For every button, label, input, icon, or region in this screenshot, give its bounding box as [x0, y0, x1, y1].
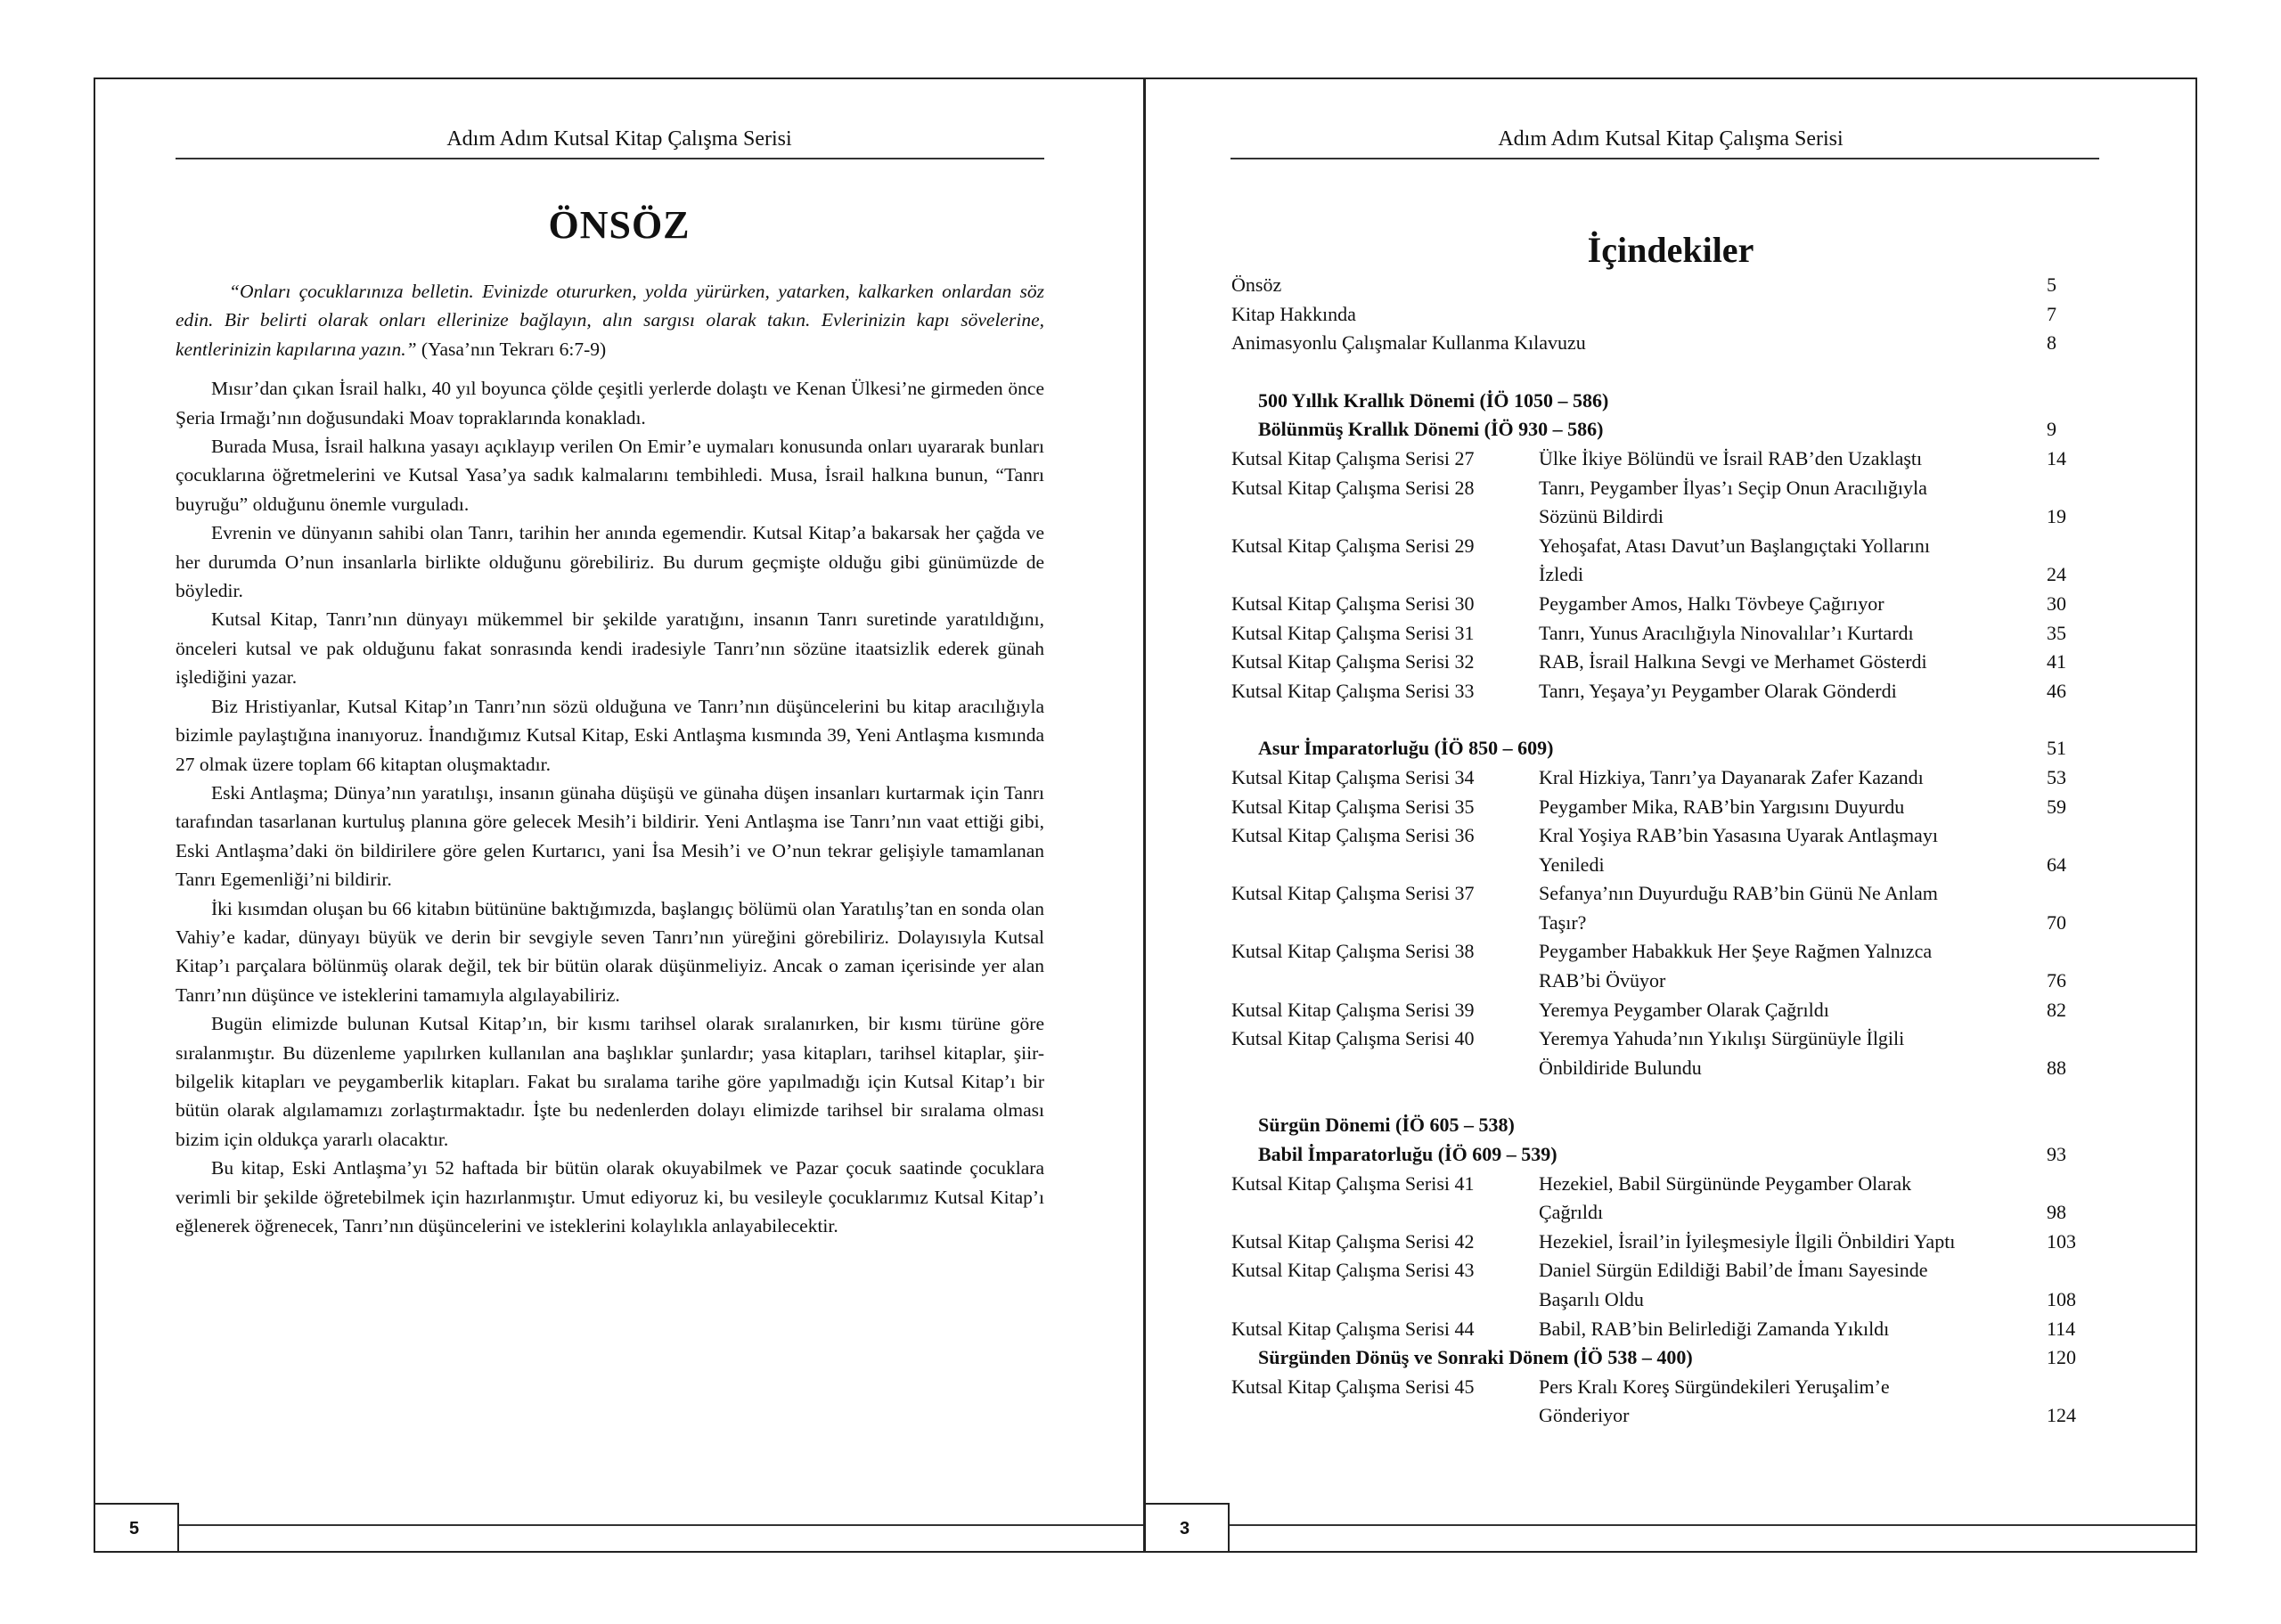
preface-paragraph: Kutsal Kitap, Tanrı’nın dünyayı mükemmel bir şekilde yaratığını, insanın Tanrı suretinde yaratıldığını, önceleri kutsal ve pak olduğunu fakat sonrasında kendi iradesiyle Tanrı’nın sözüne itaatsizlik ederek günah işlediğini yazar.	[176, 608, 1044, 689]
toc-page-number: 108	[2047, 1288, 2076, 1310]
toc-entry-title-line: Pers Kralı Koreş Sürgündekileri Yeruşalim’e	[1539, 1375, 1890, 1398]
toc-entry-title	[1539, 474, 2047, 532]
toc-page-number: 82	[2047, 998, 2066, 1021]
toc-entry-title	[1539, 1256, 2047, 1314]
table-of-contents	[1231, 271, 2100, 1431]
toc-entry-title-line: Daniel Sürgün Edildiği Babil’de İmanı Sayesinde	[1539, 1259, 1928, 1282]
toc-entry-title	[1539, 532, 2047, 590]
toc-entry-title	[1539, 1024, 2047, 1082]
toc-series-label: Kutsal Kitap Çalışma Serisi 39	[1231, 998, 1475, 1021]
toc-entry	[1231, 300, 2100, 330]
toc-entry-title-line: Çağrıldı	[1539, 1201, 1604, 1224]
toc-entry	[1231, 1373, 2100, 1431]
toc-section-heading	[1231, 1111, 2100, 1140]
toc-entry-title-line: İzledi	[1539, 563, 1584, 586]
toc-page-number: 59	[2047, 795, 2066, 818]
toc-entry	[1231, 1256, 2100, 1314]
toc-entry	[1231, 1024, 2100, 1082]
toc-page-number	[2047, 1111, 2100, 1140]
header-rule	[176, 158, 1044, 159]
toc-entry	[1231, 648, 2100, 677]
toc-entry-title	[1539, 677, 2047, 706]
toc-entry	[1231, 996, 2100, 1025]
toc-series-label: Kutsal Kitap Çalışma Serisi 45	[1231, 1375, 1475, 1398]
toc-series-label: Kutsal Kitap Çalışma Serisi 27	[1231, 446, 1475, 469]
toc-entry-title-line: Ülke İkiye Bölündü ve İsrail RAB’den Uzaklaştı	[1539, 446, 1923, 469]
page-title: ÖNSÖZ	[548, 203, 691, 247]
toc-entry-title	[1539, 590, 2047, 619]
preface-paragraph: Bu kitap, Eski Antlaşma’yı 52 haftada bir bütün olarak okuyabilmek ve Pazar çocuk saatinde çocuklara verimli bir şekilde öğretebilmek için hazırlanmıştır. Umut ediyoruz ki, bu vesileyle çocuklarımız Kutsal Kitap’ı eğlenerek öğrenecek, Tanrı’nın düşüncelerini ve isteklerini kolaylıkla anlayabilecektir.	[176, 1157, 1044, 1236]
toc-section-title: 500 Yıllık Krallık Dönemi (İÖ 1050 – 586)	[1258, 388, 1609, 412]
toc-page-number: 98	[2047, 1201, 2066, 1224]
toc-page-number: 124	[2047, 1404, 2076, 1427]
toc-entry-title-line: Önbildiride Bulundu	[1539, 1056, 1702, 1079]
toc-section-heading	[1231, 415, 2100, 445]
toc-entry-title-line: Taşır?	[1539, 910, 1587, 934]
toc-entry	[1231, 329, 2100, 358]
preface-paragraph: Biz Hristiyanlar, Kutsal Kitap’ın Tanrı’nın sözü olduğuna ve Tanrı’nın düşüncelerini bu kitap aracılığıyla bizimle paylaştığına inanıyoruz. İnandığımız Kutsal Kitap, Eski Antlaşma kısmında 39, Yeni Antlaşma kısmında 27 olmak üzere toplam 66 kitaptan oluşmaktadır.	[176, 695, 1044, 775]
toc-entry-title	[1539, 821, 2047, 879]
toc-entry	[1231, 879, 2100, 937]
header-rule	[1230, 158, 2099, 159]
toc-entry-title-line: Yeniledi	[1539, 853, 1605, 876]
toc-section-heading	[1231, 1140, 2100, 1170]
page-number: 5	[94, 1503, 179, 1553]
toc-series-label: Kutsal Kitap Çalışma Serisi 31	[1231, 621, 1475, 644]
preface-paragraph: Eski Antlaşma; Dünya’nın yaratılışı, insanın günaha düşüşü ve günaha düşen insanları kurtarmak için Tanrı tarafından tasarlanan kurtuluş planına göre gelecek Mesih’i bildirir. Yeni Antlaşma ise Tanrı’nın vaat ettiği gibi, Eski Antlaşma’daki ön bildirilere göre gelen Kurtarıcı, yani İsa Mesih’i ve O’nun tekrar gelişiyle tamamlanan Tanrı Egemenliği’ni bildirir.	[176, 781, 1044, 891]
toc-entry-title-line: Kral Yoşiya RAB’bin Yasasına Uyarak Antlaşmayı	[1539, 824, 1938, 847]
toc-page-number: 93	[2047, 1143, 2066, 1166]
toc-entry-title	[1539, 1373, 2047, 1431]
toc-section-heading	[1231, 387, 2100, 416]
toc-page-number: 46	[2047, 679, 2066, 702]
toc-entry-title	[1539, 1315, 2047, 1344]
toc-entry-title-line: Yeremya Yahuda’nın Yıkılışı Sürgünüyle İlgili	[1539, 1027, 1905, 1050]
toc-series-label: Kutsal Kitap Çalışma Serisi 29	[1231, 534, 1475, 557]
toc-entry-title-line: Hezekiel, İsrail’in İyileşmesiyle İlgili Önbildiri Yaptı	[1539, 1229, 1956, 1253]
toc-entry-title	[1539, 763, 2047, 793]
toc-page-number: 14	[2047, 446, 2066, 469]
toc-page-number: 64	[2047, 853, 2066, 876]
toc-entry-title	[1539, 445, 2047, 474]
preface-paragraph: Evrenin ve dünyanın sahibi olan Tanrı, tarihin her anında egemendir. Kutsal Kitap’a bakarsak her çağda ve her durumda O’nun insanlarla birlikte olduğunu görebiliriz. Bu durum geçmişte olduğu gibi günümüzde de böyledir.	[176, 522, 1044, 602]
epigraph-quote: “Onları çocuklarınıza belletin. Evinizde otururken, yolda yürürken, yatarken, kalkarken onlardan söz edin. Bir belirti olarak onları ellerinize bağlayın, alın sargısı olarak takın. Evlerinizin kapı sövelerine, kentlerinizin kapılarına yazın.”	[176, 281, 1044, 360]
toc-entry-title-line: Gönderiyor	[1539, 1404, 1630, 1427]
toc-series-label: Kutsal Kitap Çalışma Serisi 41	[1231, 1171, 1475, 1195]
toc-series-label: Kutsal Kitap Çalışma Serisi 30	[1231, 592, 1475, 615]
preface-paragraph: İki kısımdan oluşan bu 66 kitabın bütününe baktığımızda, başlangıç bölümü olan Yaratılış’tan en sonda olan Vahiy’e kadar, dünyayı büyük ve derin bir sevgiyle seven Tanrı’nın yüreğini görebiliriz. Dolayısıyla Kutsal Kitap’ı parçalara bölünmüş olarak değil, tek bir bütün olarak düşünmeliyiz. Ancak o zaman içerisinde yer alan Tanrı’nın düşünce ve isteklerini tamamıyla algılayabiliriz.	[176, 897, 1044, 1006]
toc-entry	[1231, 677, 2100, 706]
page-title: İçindekiler	[1587, 230, 1754, 270]
toc-page-number: 114	[2047, 1317, 2076, 1340]
preface-paragraph: Burada Musa, İsrail halkına yasayı açıklayıp verilen On Emir’e uymaları konusunda onları uyararak bunları çocuklarına öğretmelerini ve Kutsal Yasa’ya sadık kalmalarını tembihledi. Musa, İsrail halkına bunun, “Tanrı buyruğu” olduğunu önemle vurguladı.	[176, 436, 1044, 515]
preface-paragraph: Bugün elimizde bulunan Kutsal Kitap’ın, bir kısmı tarihsel olarak sıralanırken, bir kısmı türüne göre sıralanmıştır. Bu düzenleme yapılırken kullanılan ana başlıklar şunlardır; yasa kitapları, tarihsel kitaplar, şiir-bilgelik kitapları ve peygamberlik kitapları. Fakat bu sıralama tarihe göre yapılmadığı için Kutsal Kitap’ı bir bütün olarak algılamamızı zorlaştırmaktadır. İşte bu nedenlerden dolayı elimizde tarihsel bir sıralama olması bizim için oldukça yararlı olacaktır.	[176, 1013, 1044, 1150]
toc-entry	[1231, 619, 2100, 649]
toc-entry-title	[1539, 619, 2047, 649]
toc-page-number: 8	[2047, 331, 2056, 355]
toc-section-heading	[1231, 734, 2100, 763]
toc-entry	[1231, 763, 2100, 793]
toc-series-label: Kutsal Kitap Çalışma Serisi 42	[1231, 1229, 1475, 1253]
toc-entry	[1231, 1228, 2100, 1257]
toc-page-number: 19	[2047, 505, 2066, 528]
toc-series-label: Kutsal Kitap Çalışma Serisi 36	[1231, 824, 1475, 847]
toc-series-label: Kutsal Kitap Çalışma Serisi 33	[1231, 679, 1475, 702]
toc-entry	[1231, 445, 2100, 474]
toc-entry-title-line: Yeremya Peygamber Olarak Çağrıldı	[1539, 998, 1829, 1021]
toc-entry-title-line: Hezekiel, Babil Sürgününde Peygamber Olarak	[1539, 1171, 1912, 1195]
toc-page-number: 7	[2047, 302, 2056, 325]
toc-entry	[1231, 474, 2100, 532]
toc-entry-title-line: Peygamber Amos, Halkı Tövbeye Çağırıyor	[1539, 592, 1884, 615]
toc-entry-title-line: RAB, İsrail Halkına Sevgi ve Merhamet Gösterdi	[1539, 650, 1927, 673]
toc-entry-title-line: Peygamber Mika, RAB’bin Yargısını Duyurdu	[1539, 795, 1905, 818]
toc-entry-title-line: Yehoşafat, Atası Davut’un Başlangıçtaki Yollarını	[1539, 534, 1930, 557]
toc-page-number: 103	[2047, 1229, 2076, 1253]
toc-entry-title-line: Tanrı, Peygamber İlyas’ı Seçip Onun Aracılığıyla	[1539, 476, 1927, 499]
toc-section-title: Sürgünden Dönüş ve Sonraki Dönem (İÖ 538 – 400)	[1258, 1346, 1693, 1369]
toc-entry-title-line: Başarılı Oldu	[1539, 1288, 1644, 1310]
toc-entry-title	[1539, 937, 2047, 995]
toc-series-label: Kutsal Kitap Çalışma Serisi 28	[1231, 476, 1475, 499]
toc-entry-title	[1539, 648, 2047, 677]
toc-entry-title-line: Sözünü Bildirdi	[1539, 505, 1664, 528]
toc-page-number: 120	[2047, 1346, 2076, 1369]
toc-page-number: 76	[2047, 969, 2066, 992]
toc-series-label: Kutsal Kitap Çalışma Serisi 44	[1231, 1317, 1475, 1340]
toc-page-number: 5	[2047, 273, 2056, 296]
epigraph-reference: (Yasa’nın Tekrarı 6:7-9)	[416, 338, 607, 360]
toc-gap	[1231, 1082, 2100, 1111]
epigraph	[176, 277, 1044, 363]
toc-section-title: Sürgün Dönemi (İÖ 605 – 538)	[1258, 1114, 1515, 1137]
toc-page-number: 35	[2047, 621, 2066, 644]
toc-entry-title: Önsöz	[1231, 273, 1282, 296]
toc-section-heading	[1231, 1343, 2100, 1373]
toc-entry-title-line: Kral Hizkiya, Tanrı’ya Dayanarak Zafer Kazandı	[1539, 765, 1924, 788]
toc-entry	[1231, 937, 2100, 995]
toc-entry-title	[1539, 793, 2047, 822]
toc-entry-title-line: Tanrı, Yunus Aracılığıyla Ninovalılar’ı Kurtardı	[1539, 621, 1914, 644]
toc-gap	[1231, 358, 2100, 387]
toc-page-number	[2047, 387, 2100, 416]
toc-page-number: 70	[2047, 910, 2066, 934]
toc-entry-title	[1539, 1170, 2047, 1228]
toc-entry-title: Kitap Hakkında	[1231, 302, 1356, 325]
toc-page-number: 51	[2047, 737, 2066, 760]
toc-entry	[1231, 590, 2100, 619]
toc-entry	[1231, 532, 2100, 590]
toc-series-label: Kutsal Kitap Çalışma Serisi 43	[1231, 1259, 1475, 1282]
toc-series-label: Kutsal Kitap Çalışma Serisi 32	[1231, 650, 1475, 673]
preface-paragraph: Mısır’dan çıkan İsrail halkı, 40 yıl boyunca çölde çeşitli yerlerde dolaştı ve Kenan Ülkesi’ne girmeden önce Şeria Irmağı’nın doğusundaki Moav topraklarında konakladı.	[176, 378, 1044, 428]
toc-entry-title-line: Tanrı, Yeşaya’yı Peygamber Olarak Gönderdi	[1539, 679, 1897, 702]
running-header: Adım Adım Kutsal Kitap Çalışma Serisi	[446, 127, 792, 151]
toc-series-label: Kutsal Kitap Çalışma Serisi 37	[1231, 882, 1475, 905]
toc-entry-title: Animasyonlu Çalışmalar Kullanma Kılavuzu	[1231, 331, 1586, 355]
toc-entry	[1231, 271, 2100, 300]
toc-page-number: 41	[2047, 650, 2066, 673]
toc-page-number: 9	[2047, 418, 2056, 441]
toc-entry	[1231, 793, 2100, 822]
right-page-contents	[1144, 78, 2197, 1553]
running-header: Adım Adım Kutsal Kitap Çalışma Serisi	[1498, 127, 1844, 151]
toc-page-number: 30	[2047, 592, 2066, 615]
footer-rule	[1230, 1524, 2195, 1526]
left-page-preface	[94, 78, 1145, 1553]
toc-entry	[1231, 1170, 2100, 1228]
toc-series-label: Kutsal Kitap Çalışma Serisi 40	[1231, 1027, 1475, 1050]
toc-series-label: Kutsal Kitap Çalışma Serisi 34	[1231, 765, 1475, 788]
toc-entry-title-line: Peygamber Habakkuk Her Şeye Rağmen Yalnızca	[1539, 940, 1933, 963]
toc-entry-title-line: Babil, RAB’bin Belirlediği Zamanda Yıkıldı	[1539, 1317, 1890, 1340]
toc-section-title: Asur İmparatorluğu (İÖ 850 – 609)	[1258, 737, 1554, 760]
page-number: 3	[1144, 1503, 1230, 1553]
preface-body	[176, 277, 1044, 1240]
toc-section-title: Bölünmüş Krallık Dönemi (İÖ 930 – 586)	[1258, 418, 1604, 441]
toc-page-number: 88	[2047, 1056, 2066, 1079]
toc-series-label: Kutsal Kitap Çalışma Serisi 35	[1231, 795, 1475, 818]
footer-rule	[179, 1524, 1143, 1526]
toc-entry-title-line: Sefanya’nın Duyurduğu RAB’bin Günü Ne Anlam	[1539, 882, 1938, 905]
toc-entry-title	[1539, 1228, 2047, 1257]
toc-page-number: 24	[2047, 563, 2066, 586]
toc-gap	[1231, 706, 2100, 734]
toc-entry-title	[1539, 996, 2047, 1025]
toc-section-title: Babil İmparatorluğu (İÖ 609 – 539)	[1258, 1143, 1557, 1166]
toc-entry-title-line: RAB’bi Övüyor	[1539, 969, 1666, 992]
toc-page-number: 53	[2047, 765, 2066, 788]
toc-entry	[1231, 1315, 2100, 1344]
toc-entry-title	[1539, 879, 2047, 937]
toc-series-label: Kutsal Kitap Çalışma Serisi 38	[1231, 940, 1475, 963]
toc-entry	[1231, 821, 2100, 879]
